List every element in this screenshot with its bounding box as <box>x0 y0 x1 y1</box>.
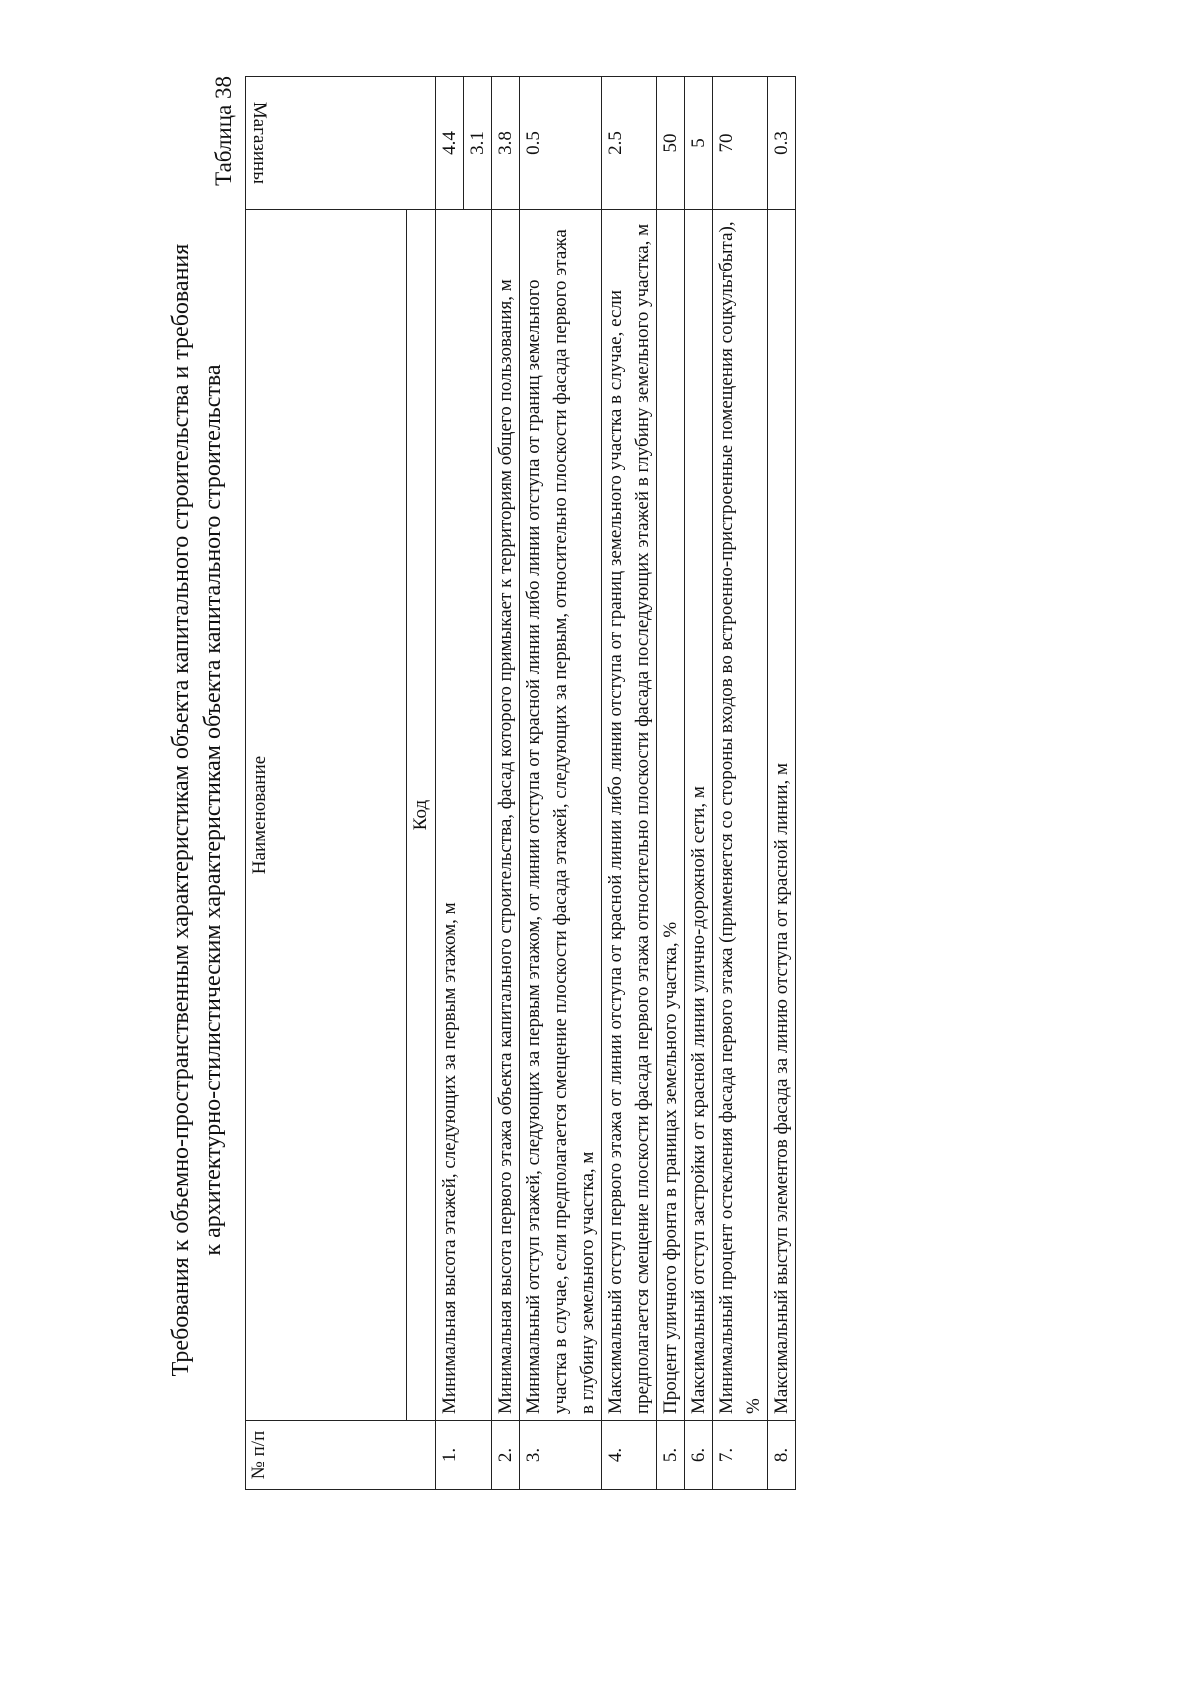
table-row <box>436 77 464 1490</box>
table-row <box>602 77 657 1490</box>
row-num: 8. <box>768 1421 796 1490</box>
table-row <box>768 77 796 1490</box>
table-row <box>657 77 685 1490</box>
row-value: 4.4 <box>436 77 464 210</box>
row-name: Максимальный отступ первого этажа от линии отступа от красной линии либо линии отступа от границ земельного участка в случае, если предполагается смещение плоскости фасада первого этажа относительно плоскости фасада последующих этажей в глубину земельного участка, м <box>602 210 657 1421</box>
row-value: 50 <box>657 77 685 210</box>
row-num: 5. <box>657 1421 685 1490</box>
header-num: № п/п <box>246 1421 436 1490</box>
title-line-2: к архитектурно-стилистическим характеристикам объекта капитального строительства <box>200 364 226 1256</box>
table-row <box>520 77 602 1490</box>
header-value <box>246 77 436 210</box>
row-name: Минимальная высота первого этажа объекта капитального строительства, фасад которого примыкает к территориям общего пользования, м <box>492 210 520 1421</box>
row-num: 3. <box>520 1421 602 1490</box>
row-value: 0.3 <box>768 77 796 210</box>
row-value: 0.5 <box>520 77 602 210</box>
table-header-row <box>246 77 407 1490</box>
row-name: Минимальная высота этажей, следующих за первым этажом, м <box>436 210 492 1421</box>
row-num: 6. <box>685 1421 713 1490</box>
row-num: 2. <box>492 1421 520 1490</box>
document-title <box>165 70 229 1550</box>
row-num: 7. <box>713 1421 768 1490</box>
row-num: 1. <box>436 1421 492 1490</box>
header-name: Наименование <box>246 210 407 1421</box>
row-name: Процент уличного фронта в границах земельного участка, % <box>657 210 685 1421</box>
table-row <box>492 77 520 1490</box>
row-value: 3.1 <box>464 77 492 210</box>
row-num: 4. <box>602 1421 657 1490</box>
row-name: Максимальный выступ элементов фасада за линию отступа от красной линии, м <box>768 210 796 1421</box>
row-name: Минимальный процент остекления фасада первого этажа (применяется со стороны входов во встроенно-пристроенные помещения соцкультбыта), % <box>713 210 768 1421</box>
table-code-row <box>407 77 436 1490</box>
row-value: 3.8 <box>492 77 520 210</box>
row-name: Минимальный отступ этажей, следующих за первым этажом, от линии отступа от красной линии либо линии отступа от границ земельного участка в случае, если предполагается смещение плоскости фасада этажей, следующих за первым, относительно плоскости фасада первого этажа в глубину земельного участка, м <box>520 210 602 1421</box>
row-value: 70 <box>713 77 768 210</box>
row-value: 5 <box>685 77 713 210</box>
header-code: Код <box>407 210 436 1421</box>
requirements-table <box>245 76 796 1490</box>
table-row <box>713 77 768 1490</box>
row-value: 2.5 <box>602 77 657 210</box>
table-row <box>685 77 713 1490</box>
table-number: Таблица 38 <box>211 76 236 186</box>
title-line-1: Требования к объемно-пространственным характеристикам объекта капитального строительства и требования <box>168 243 194 1377</box>
row-name: Максимальный отступ застройки от красной линии улично-дорожной сети, м <box>685 210 713 1421</box>
header-value-label: Магазины <box>249 101 270 185</box>
rotated-page <box>145 70 905 1550</box>
